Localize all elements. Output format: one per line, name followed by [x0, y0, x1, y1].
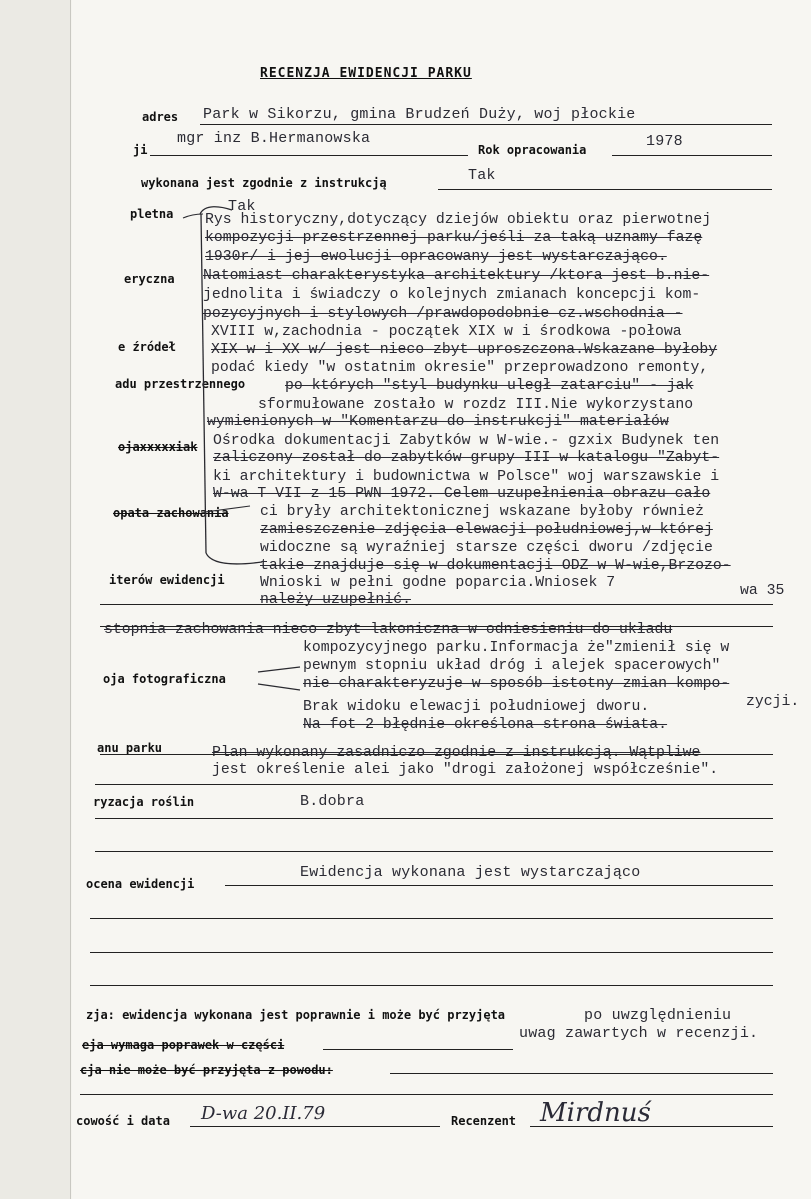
- body-line: ci bryły architektonicznej wskazane byłoby również: [260, 504, 704, 520]
- konkluzja-accepted-value-2: uwag zawartych w recenzji.: [519, 1025, 759, 1042]
- body-line: podać kiedy "w ostatnim okresie" przeprowadzono remonty,: [211, 360, 709, 376]
- body-line: wymienionych w "Komentarzu do instrukcji" materiałów: [207, 414, 669, 430]
- kryteriow-label: iterów ewidencji: [109, 573, 225, 587]
- body-line: zaliczony został do zabytków grupy III w katalogu "Zabyt-: [213, 450, 720, 466]
- body-line: Natomiast charakterystyka architektury /ktora jest b.nie-: [203, 268, 710, 284]
- body-line: Plan wykonany zasadniczo zgodnie z instrukcją. Wątpliwe: [212, 745, 701, 761]
- krajobrazowa-label: ojaxxxxxiak: [118, 440, 198, 454]
- kompletna-label: pletna: [130, 207, 174, 221]
- body-line: stopnia zachowania nieco zbyt lakoniczna w odniesieniu do układu: [104, 622, 673, 638]
- przestrzenny-label: adu przestrzennego: [115, 377, 246, 391]
- zrodel-label: e źródeł: [118, 340, 176, 354]
- body-line: XIX w i XX w/ jest nieco zbyt uproszczona.Wskazane byłoby: [211, 342, 718, 358]
- kompletna-value: Tak: [228, 198, 256, 215]
- fotograficzna-label: oja fotograficzna: [103, 672, 226, 686]
- konkluzja-accepted-label: zja: ewidencja wykonana jest poprawnie i może być przyjęta: [86, 1008, 506, 1022]
- inwentaryzacja-label: ryzacja roślin: [93, 795, 195, 809]
- zgodnie-value: Tak: [468, 167, 496, 184]
- body-line: pewnym stopniu układ dróg i alejek spacerowych": [303, 658, 721, 674]
- body-line: należy uzupełnić.: [260, 592, 411, 608]
- body-line: zamieszczenie zdjęcia elewacji południowej,w której: [260, 522, 713, 538]
- konkluzja-rejected-label: cja nie może być przyjęta z powodu:: [80, 1063, 333, 1077]
- historyczna-label: eryczna: [124, 272, 175, 286]
- body-line: jednolita i świadczy o kolejnych zmianach koncepcji kom-: [203, 287, 701, 303]
- konkluzja-corrections-label: eja wymaga poprawek w części: [82, 1038, 285, 1052]
- reviewer-signature: Mirdnuś: [540, 1098, 651, 1128]
- miejscowosc-value: D-wa 20.II.79: [201, 1103, 326, 1124]
- body-line: po których "styl budynku uległ zatarciu" - jak: [285, 378, 694, 394]
- adres-label: adres: [142, 110, 179, 124]
- konkluzja-accepted-value: po uwzględnieniu: [584, 1007, 732, 1024]
- body-line: ki architektury i budownictwa w Polsce" woj warszawskie i: [213, 469, 720, 485]
- rok-label: Rok opracowania: [478, 143, 587, 157]
- ocena-label: ocena ewidencji: [86, 877, 195, 891]
- zachowania-label: opata zachowania: [113, 506, 229, 520]
- autor-value: mgr inz B.Hermanowska: [177, 130, 371, 147]
- inwentaryzacja-value: B.dobra: [300, 793, 365, 810]
- body-line: Brak widoku elewacji południowej dworu.: [303, 699, 650, 715]
- form-title: RECENZJA EWIDENCJI PARKU: [260, 66, 472, 81]
- miejscowosc-label: cowość i data: [76, 1114, 170, 1128]
- body-line: Ośrodka dokumentacji Zabytków w W-wie.- gzxix Budynek ten: [213, 433, 720, 449]
- body-line: wa 35: [740, 583, 785, 599]
- body-line: Rys historyczny,dotyczący dziejów obiektu oraz pierwotnej: [205, 212, 712, 228]
- body-line: sformułowane zostało w rozdz III.Nie wykorzystano: [258, 397, 694, 413]
- body-line: takie znajduje się w dokumentacji ODZ w W-wie,Brzozo-: [260, 558, 731, 574]
- body-line: kompozycyjnego parku.Informacja że"zmienił się w: [303, 640, 730, 656]
- body-line: kompozycji przestrzennej parku/jeśli za taką uznamy fazę: [205, 230, 703, 246]
- autor-label: ji: [133, 143, 148, 157]
- body-line: jest określenie alei jako "drogi założonej współcześnie".: [212, 762, 719, 778]
- planu-label: anu parku: [97, 741, 163, 755]
- rok-value: 1978: [646, 133, 683, 150]
- body-line: W-wa T VII z 15 PWN 1972. Celem uzupełnienia obrazu cało: [213, 486, 711, 502]
- body-line: nie charakteryzuje w sposób istotny zmian kompo-: [303, 676, 730, 692]
- body-line: widoczne są wyraźniej starsze części dworu /zdjęcie: [260, 540, 713, 556]
- body-line: XVIII w,zachodnia - początek XIX w i środkowa -połowa: [211, 324, 682, 340]
- zgodnie-label: wykonana jest zgodnie z instrukcją: [141, 176, 387, 190]
- body-line: Wnioski w pełni godne poparcia.Wniosek 7: [260, 575, 616, 591]
- body-line: pozycyjnych i stylowych /prawdopodobnie cz.wschodnia -: [203, 306, 683, 322]
- adres-value: Park w Sikorzu, gmina Brudzeń Duży, woj płockie: [203, 106, 636, 123]
- body-line: Na fot 2 błędnie określona strona świata.: [303, 717, 668, 733]
- recenzent-label: Recenzent: [451, 1114, 517, 1128]
- body-line: zycji.: [746, 694, 800, 710]
- body-line: 1930r/ i jej ewolucji opracowany jest wystarczająco.: [205, 249, 667, 265]
- ocena-value: Ewidencja wykonana jest wystarczająco: [300, 864, 641, 881]
